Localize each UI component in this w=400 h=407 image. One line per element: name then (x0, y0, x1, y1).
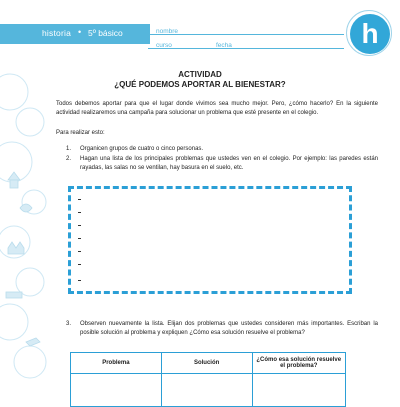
answer-cell-solution[interactable] (161, 374, 252, 407)
list-bullet (78, 199, 81, 200)
name-line[interactable] (148, 34, 344, 35)
intro-paragraph: Todos debemos aportar para que el lugar donde vivimos sea mucho mejor. Pero, ¿cómo hacerlo? En la siguiente actividad realizaremos una campaña para solucionar un problema que esté presente en el colegio. (56, 101, 378, 116)
step-1-text: Organicen grupos de cuatro o cinco personas. (80, 146, 204, 152)
activity-title: ACTIVIDAD (178, 70, 222, 79)
step-2 (66, 155, 378, 175)
decorative-side-illustration (0, 52, 56, 400)
table-row (71, 374, 346, 407)
header-subject-band (0, 24, 150, 44)
step-2-number: 2. (66, 156, 72, 162)
table-header-row (71, 353, 346, 374)
header-fields (146, 16, 346, 56)
header-grade: 5º básico (88, 28, 123, 38)
list-bullet (78, 212, 81, 213)
answer-cell-explanation[interactable] (252, 374, 346, 407)
step-1-number: 1. (66, 146, 72, 152)
list-bullet (78, 238, 81, 239)
problem-list-box[interactable] (68, 186, 352, 294)
step-3 (66, 320, 378, 340)
header-problem: Problema (71, 353, 162, 374)
course-line[interactable] (148, 48, 344, 49)
list-bullet (78, 251, 81, 252)
answer-table (70, 352, 346, 407)
list-bullet (78, 264, 81, 265)
step-3-text: Observen nuevamente la lista. Elijan dos problemas que ustedes consideren más importantes. Escriban la posible solución al problema y expliquen ¿Cómo esa solución resuelve el problema? (80, 321, 378, 336)
header-subject: historia (42, 28, 72, 38)
header-how-solves: ¿Cómo esa solución resuelve el problema? (252, 353, 346, 374)
name-label: nombre (156, 28, 179, 35)
answer-cell-problem[interactable] (71, 374, 162, 407)
list-bullet (78, 280, 81, 281)
step-2-text: Hagan una lista de los principales problemas que ustedes ven en el colegio. Por ejemplo: las paredes están rayadas, las salas no se ventilan, hay basura en el suelo, etc. (80, 156, 378, 171)
list-bullet (78, 225, 81, 226)
activity-subtitle: ¿QUÉ PODEMOS APORTAR AL BIENESTAR? (114, 80, 286, 89)
date-label: fecha (216, 42, 232, 49)
header-separator: • (78, 27, 82, 37)
step-1 (66, 145, 378, 154)
steps-label: Para realizar esto: (56, 130, 105, 136)
header-solution: Solución (161, 353, 252, 374)
step-3-number: 3. (66, 321, 72, 327)
logo-h-icon: h (361, 18, 379, 49)
course-label: curso (156, 42, 172, 49)
